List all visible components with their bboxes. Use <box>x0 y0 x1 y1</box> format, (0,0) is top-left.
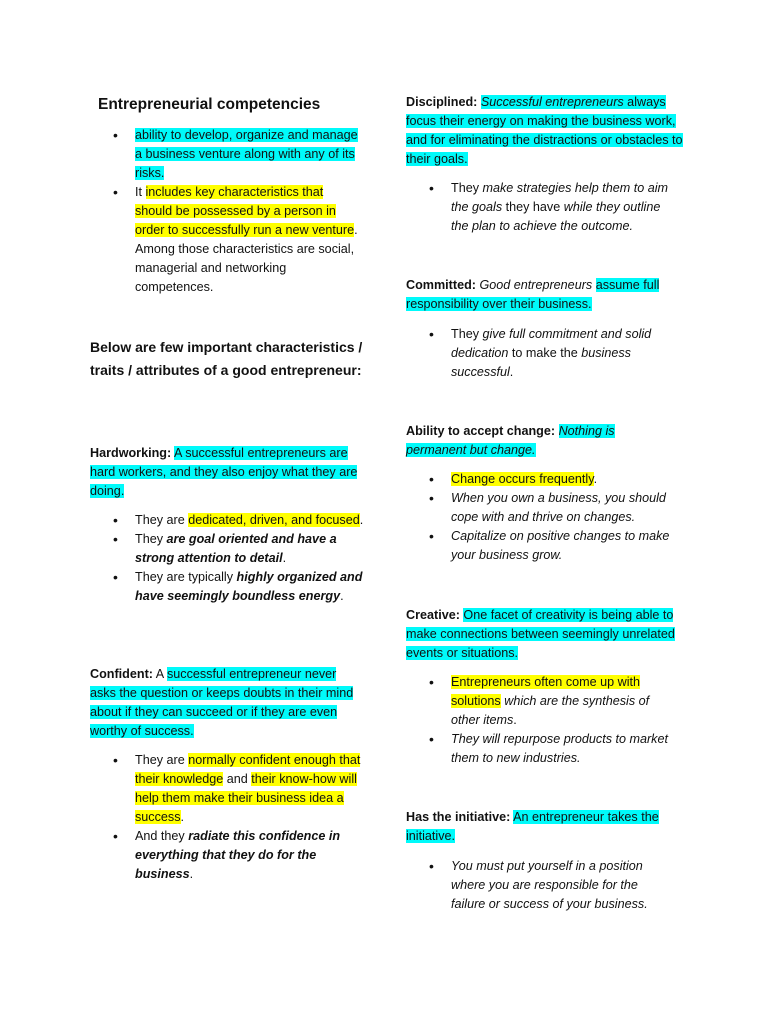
hardworking-item-1: • They are dedicated, driven, and focused. <box>135 511 365 530</box>
change-section <box>406 422 668 460</box>
competencies-title: Entrepreneurial competencies <box>98 96 321 113</box>
change-item-1: • Change occurs frequently. <box>451 470 678 489</box>
highlight-text: Nothing is permanent but change. <box>406 424 615 457</box>
initiative-label: Has the initiative: <box>406 810 511 824</box>
initiative-list-block <box>406 857 672 914</box>
hardworking-list <box>90 511 365 606</box>
confident-list-block <box>90 751 365 884</box>
disciplined-list-block <box>406 179 676 236</box>
creative-item-2: • They will repurpose products to market them to new industries. <box>451 730 678 768</box>
disciplined-item-1: • They make strategies help them to aim the goals they have while they outline the plan to achieve the outcome. <box>451 179 676 236</box>
creative-item-1: • Entrepreneurs often come up with solutions which are the synthesis of other items. <box>451 673 678 730</box>
committed-label: Committed: <box>406 278 476 292</box>
confident-description: Confident: A successful entrepreneur never asks the question or keeps doubts in their mind about if they can succeed or if they are even worthy of success. <box>90 667 354 738</box>
confident-item-2: • And they radiate this confidence in everything that they do for the business. <box>135 827 365 884</box>
change-label: Ability to accept change: <box>406 424 556 438</box>
creative-label: Creative: <box>406 608 460 622</box>
hardworking-section <box>90 444 365 501</box>
competencies-title-block <box>98 95 373 115</box>
disciplined-section <box>406 93 684 169</box>
confident-label: Confident: <box>90 667 153 681</box>
highlight-text: One facet of creativity is being able to make connections between seemingly unrelated events or situations. <box>406 608 675 660</box>
competencies-list-block <box>90 126 362 297</box>
disciplined-list <box>406 179 676 236</box>
traits-heading: Below are few important characteristics / traits / attributes of a good entrepreneur: <box>90 339 363 378</box>
highlight-text: assume full responsibility over their business. <box>406 278 660 311</box>
highlight-text: includes key characteristics that should be possessed by a person in order to successfully run a new venture <box>135 185 355 237</box>
highlight-text: Successful entrepreneurs always focus their energy on making the business work, and for eliminating the distractions or obstacles to their goals. <box>406 95 683 166</box>
highlight-text: An entrepreneur takes the initiative. <box>406 810 659 843</box>
hardworking-list-block <box>90 511 365 606</box>
creative-list-block <box>406 673 678 768</box>
competencies-item-2: • It includes key characteristics that should be possessed by a person in order to successfully run a new venture. Among those characteristics are social, managerial and networking competences. <box>135 183 362 297</box>
hardworking-item-3: • They are typically highly organized and have seemingly boundless energy. <box>135 568 365 606</box>
hardworking-item-2: • They are goal oriented and have a strong attention to detail. <box>135 530 365 568</box>
highlight-text: successful entrepreneur never asks the question or keeps doubts in their mind about if they can succeed or if they are even worthy of success. <box>90 667 354 738</box>
hardworking-description <box>90 444 365 501</box>
highlight-text: their know-how will help them make their business idea a success <box>135 772 357 824</box>
committed-list-block <box>406 325 668 382</box>
initiative-list <box>406 857 672 914</box>
confident-list <box>90 751 365 884</box>
highlight-text: ability to develop, organize and manage a business venture along with any of its risks. <box>135 128 358 180</box>
committed-description: Committed: Good entrepreneurs assume full responsibility over their business. <box>406 278 660 311</box>
confident-item-1: • They are normally confident enough that their knowledge and their know-how will help them make their business idea a success. <box>135 751 365 827</box>
competencies-item-1 <box>135 126 362 183</box>
initiative-item-1: • You must put yourself in a position where you are responsible for the failure or success of your business. <box>451 857 672 914</box>
traits-heading-block <box>90 336 365 381</box>
creative-section <box>406 606 684 663</box>
change-item-3: • Capitalize on positive changes to make your business grow. <box>451 527 678 565</box>
disciplined-label: Disciplined: <box>406 95 478 109</box>
initiative-section <box>406 808 686 846</box>
change-list <box>406 470 678 565</box>
change-description <box>406 422 668 460</box>
competencies-list <box>90 126 362 297</box>
highlight-text: A successful entrepreneurs are hard workers, and they also enjoy what they are doing. <box>90 446 358 498</box>
highlight-text: Entrepreneurs often come up with solutions <box>451 675 641 708</box>
confident-section <box>90 665 365 741</box>
hardworking-label: Hardworking: <box>90 446 172 460</box>
committed-item-1: • They give full commitment and solid dedication to make the business successful. <box>451 325 668 382</box>
committed-list <box>406 325 668 382</box>
highlight-text: dedicated, driven, and focused <box>188 513 360 527</box>
change-item-2: • When you own a business, you should cope with and thrive on changes. <box>451 489 678 527</box>
disciplined-description <box>406 93 684 169</box>
highlight-text: normally confident enough that their knowledge <box>135 753 361 786</box>
committed-section <box>406 276 684 314</box>
initiative-description <box>406 808 686 846</box>
creative-description <box>406 606 684 663</box>
creative-list <box>406 673 678 768</box>
change-list-block <box>406 470 678 565</box>
highlight-text: Change occurs frequently <box>451 472 594 486</box>
